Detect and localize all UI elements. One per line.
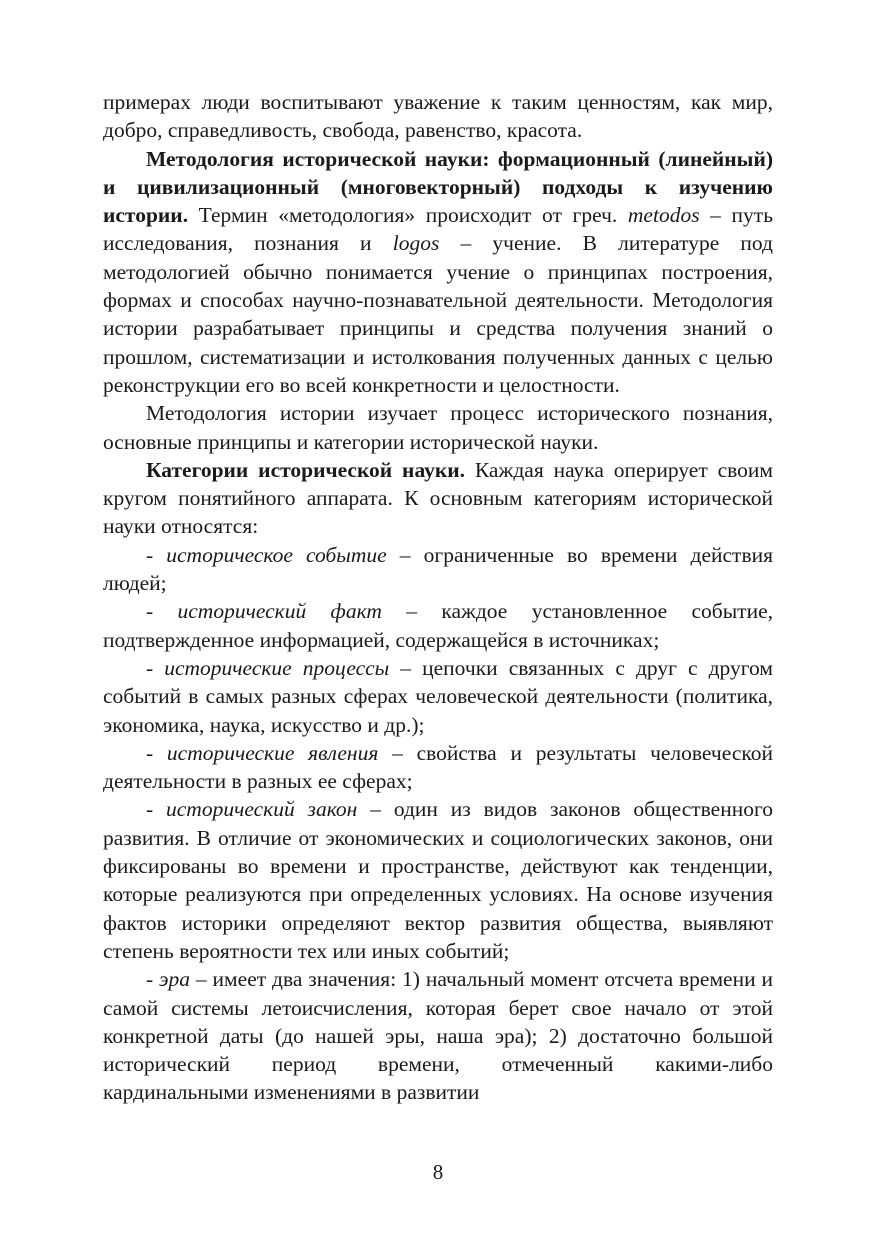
term-logos: logos bbox=[392, 231, 440, 256]
list-text: – имеет два значения: 1) начальный момент отсчета времени и самой системы летоисчисления, которая берет свое начало от этой конкретной даты (до нашей эры, наша эра); 2) достаточно большой исторический период времени, отмеченный какими-либо кардинальными изменениями в развитии bbox=[103, 967, 773, 1105]
paragraph-text: – учение. В литературе под методологией обычно понимается учение о принципах построения, формах и способах научно-познавательной деятельности. Методология истории разрабатывает принципы и средства получения знаний о прошлом, систематизации и истолкования полученных данных с целью реконструкции его во всей конкретности и целостности. bbox=[103, 231, 773, 397]
list-text: – цепочки связанных с друг с другом событий в самых разных сферах человеческой деятельности (политика, экономика, наука, искусство и др.); bbox=[103, 655, 773, 737]
list-term: эра bbox=[159, 967, 191, 992]
list-item bbox=[103, 739, 773, 796]
paragraph-methodology-history: Методология истории изучает процесс исторического познания, основные принципы и категории исторической науки. bbox=[103, 401, 773, 454]
list-dash: - bbox=[146, 740, 167, 765]
list-dash: - bbox=[146, 967, 160, 992]
paragraph-text: Каждая наука оперирует своим кругом понятийного аппарата. К основным категориям исторической науки относятся: bbox=[103, 457, 774, 539]
term-metodos: metodos bbox=[627, 203, 700, 228]
heading-methodology: Методология исторической науки: формационный (линейный) и цивилизационный (многовекторный) подходы к изучению истории. bbox=[103, 146, 773, 228]
page-number: 8 bbox=[432, 1160, 444, 1184]
list-term: исторические явления bbox=[166, 740, 379, 765]
list-text: – каждое установленное событие, подтвержденное информацией, содержащейся в источниках; bbox=[103, 599, 773, 652]
page-body bbox=[103, 88, 773, 1107]
paragraph-continuation: примерах люди воспитывают уважение к таким ценностям, как мир, добро, справедливость, свобода, равенство, красота. bbox=[103, 90, 773, 143]
list-term: исторический факт bbox=[177, 599, 382, 624]
list-term: исторические процессы bbox=[164, 655, 390, 680]
list-item bbox=[103, 654, 773, 739]
list-item bbox=[103, 965, 773, 1106]
list-text: – один из видов законов общественного развития. В отличие от экономических и социологических законов, они фиксированы во времени и пространстве, действуют как тенденции, которые реализуются при определенных условиях. На основе изучения фактов историки определяют вектор развития общества, выявляют степень вероятности тех или иных событий; bbox=[103, 797, 773, 963]
heading-categories: Категории исторической науки. bbox=[146, 457, 466, 482]
paragraph-text: – путь исследования, познания и bbox=[103, 203, 773, 256]
list-dash: - bbox=[146, 599, 178, 624]
list-item bbox=[103, 541, 773, 598]
paragraph-categories bbox=[103, 456, 773, 541]
list-dash: - bbox=[146, 655, 165, 680]
list-item bbox=[103, 795, 773, 965]
list-text: – ограниченные во времени действия людей; bbox=[103, 542, 774, 596]
list-dash: - bbox=[146, 797, 167, 822]
list-item bbox=[103, 597, 773, 654]
list-text: – свойства и результаты человеческой деятельности в разных ее сферах; bbox=[103, 740, 773, 794]
paragraph-methodology bbox=[103, 145, 773, 400]
list-dash: - bbox=[146, 542, 167, 567]
paragraph-text: Термин «методология» происходит от греч. bbox=[188, 203, 628, 228]
list-term: историческое событие bbox=[166, 542, 387, 567]
list-term: исторический закон bbox=[166, 797, 358, 822]
